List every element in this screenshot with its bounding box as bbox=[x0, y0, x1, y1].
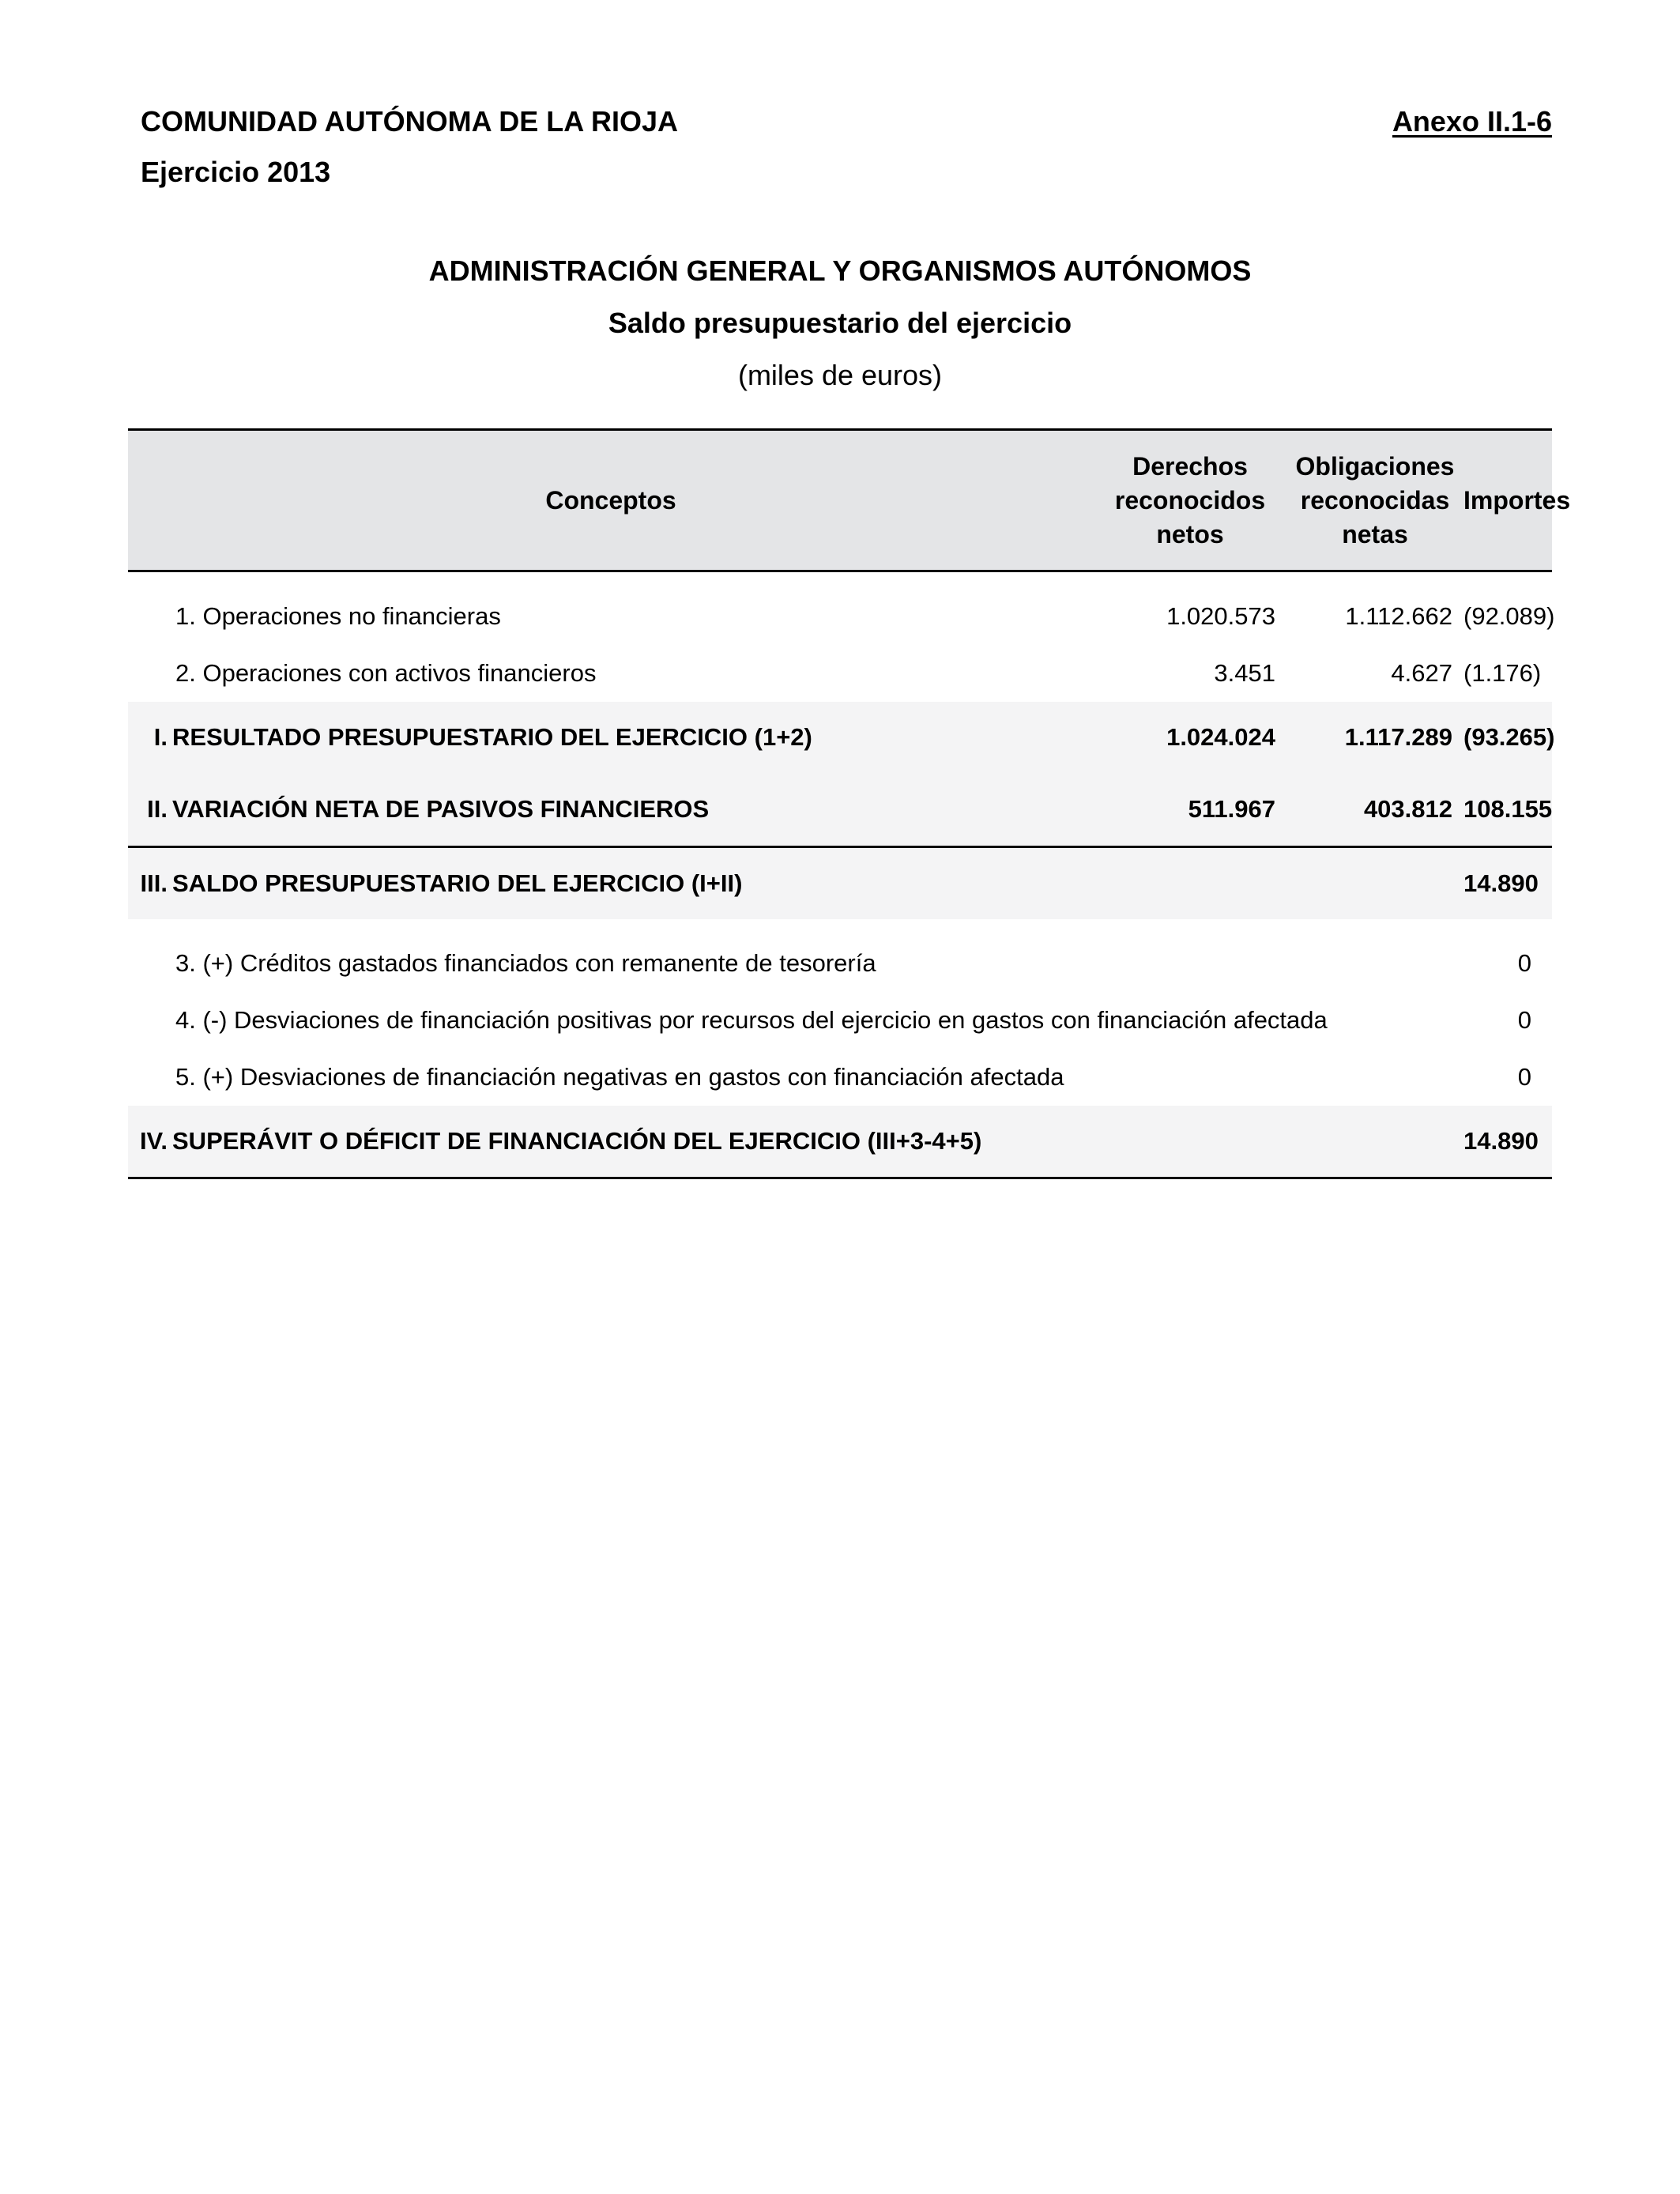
report-subtitle: Saldo presupuestario del ejercicio bbox=[608, 307, 1072, 339]
concept-label: 1. Operaciones no financieras bbox=[175, 602, 501, 630]
table-row-creditos-remanente bbox=[128, 919, 1552, 992]
importe-value: 108.155 bbox=[1463, 773, 1552, 847]
table-row-desviaciones-positivas bbox=[128, 992, 1552, 1049]
roman-cell bbox=[128, 992, 172, 1049]
table-row-saldo-presupuestario bbox=[128, 847, 1552, 920]
obligaciones-value: 4.627 bbox=[1391, 659, 1452, 687]
document-header bbox=[141, 96, 678, 198]
roman-cell bbox=[128, 645, 172, 702]
obligaciones-header-line: netas bbox=[1342, 519, 1408, 548]
roman-cell bbox=[128, 571, 172, 646]
column-header-derechos bbox=[1094, 430, 1286, 571]
roman-cell bbox=[128, 919, 172, 992]
annex-reference: Anexo II.1-6 bbox=[1392, 105, 1552, 138]
importes-header-label: Importes bbox=[1463, 485, 1571, 515]
table-row-activos-financieros bbox=[128, 645, 1552, 702]
table-row-pasivos-financieros bbox=[128, 773, 1552, 847]
report-units: (miles de euros) bbox=[737, 359, 943, 391]
obligaciones-header-line: Obligaciones bbox=[1295, 451, 1455, 481]
importe-value: (93.265) bbox=[1463, 723, 1555, 751]
fiscal-year: Ejercicio 2013 bbox=[141, 156, 331, 188]
budget-balance-table bbox=[128, 428, 1571, 1179]
obligaciones-value: 403.812 bbox=[1286, 773, 1463, 847]
importe-value: 14.890 bbox=[1463, 1106, 1552, 1178]
derechos-value: 511.967 bbox=[1094, 773, 1286, 847]
table-row-resultado-presupuestario bbox=[128, 702, 1552, 773]
importe-value: 14.890 bbox=[1463, 869, 1539, 897]
roman-numeral: I. bbox=[153, 723, 168, 751]
derechos-value: 1.020.573 bbox=[1166, 602, 1275, 630]
roman-numeral: III. bbox=[140, 869, 168, 897]
derechos-value: 3.451 bbox=[1214, 659, 1275, 687]
table-row-desviaciones-negativas bbox=[128, 1049, 1552, 1106]
derechos-header-line: netos bbox=[1156, 519, 1224, 548]
entity-name: COMUNIDAD AUTÓNOMA DE LA RIOJA bbox=[141, 105, 678, 138]
table-header-row bbox=[128, 430, 1552, 571]
concept-label: 4. (-) Desviaciones de financiación positivas por recursos del ejercicio en gastos con financiación afectada bbox=[175, 1006, 1328, 1034]
report-titles bbox=[128, 245, 1552, 401]
concept-label: VARIACIÓN NETA DE PASIVOS FINANCIEROS bbox=[172, 773, 1094, 847]
concept-label: RESULTADO PRESUPUESTARIO DEL EJERCICIO (1+2) bbox=[172, 723, 812, 751]
importe-value: 0 bbox=[1517, 1063, 1531, 1091]
obligaciones-header-line: reconocidas bbox=[1300, 485, 1450, 515]
roman-numeral: II. bbox=[128, 773, 172, 847]
concept-label: 2. Operaciones con activos financieros bbox=[175, 659, 597, 687]
derechos-value bbox=[1094, 847, 1286, 920]
importe-value: (1.176) bbox=[1463, 659, 1542, 687]
column-header-concepts bbox=[128, 430, 1094, 571]
roman-numeral: IV. bbox=[128, 1106, 172, 1178]
concept-label: 5. (+) Desviaciones de financiación negativas en gastos con financiación afectada bbox=[175, 1063, 1064, 1091]
importe-value: 0 bbox=[1517, 949, 1531, 977]
concepts-header-label: Conceptos bbox=[545, 485, 676, 515]
obligaciones-value: 1.117.289 bbox=[1344, 723, 1452, 751]
concept-label: SALDO PRESUPUESTARIO DEL EJERCICIO (I+II) bbox=[172, 869, 743, 897]
concept-label: SUPERÁVIT O DÉFICIT DE FINANCIACIÓN DEL EJERCICIO (III+3-4+5) bbox=[172, 1106, 1463, 1178]
report-title: ADMINISTRACIÓN GENERAL Y ORGANISMOS AUTÓNOMOS bbox=[428, 254, 1252, 287]
obligaciones-value: 1.112.662 bbox=[1345, 602, 1452, 630]
table-row-operaciones-no-financieras bbox=[128, 571, 1552, 646]
importe-value: (92.089) bbox=[1463, 602, 1555, 630]
derechos-header-line: Derechos bbox=[1132, 451, 1248, 481]
derechos-header-line: reconocidos bbox=[1114, 485, 1266, 515]
importe-value: 0 bbox=[1517, 1006, 1531, 1034]
derechos-value: 1.024.024 bbox=[1166, 723, 1275, 751]
concept-label: 3. (+) Créditos gastados financiados con remanente de tesorería bbox=[175, 949, 876, 977]
obligaciones-value bbox=[1286, 847, 1463, 920]
roman-cell bbox=[128, 1049, 172, 1106]
column-header-importes bbox=[1463, 430, 1571, 571]
table-row-superavit-deficit bbox=[128, 1106, 1552, 1178]
column-header-obligaciones bbox=[1286, 430, 1463, 571]
